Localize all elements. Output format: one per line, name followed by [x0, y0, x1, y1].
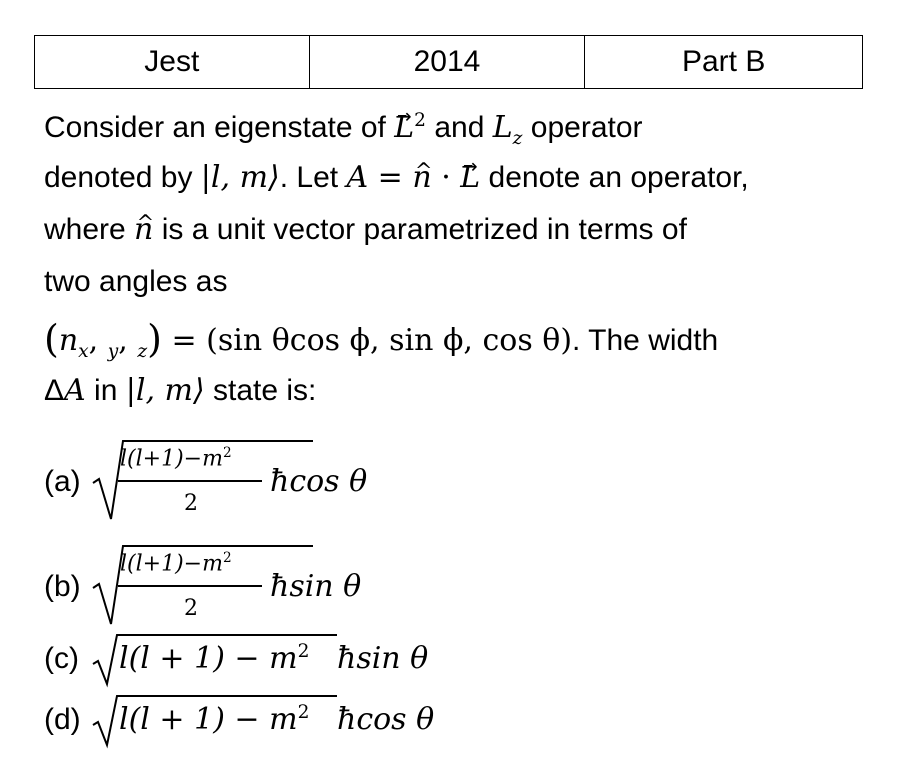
fraction-denominator: 2: [184, 596, 198, 621]
question-line-6: [44, 371, 316, 411]
math-superscript: 2: [222, 445, 232, 461]
math-n-hat: ^ n: [412, 158, 431, 198]
fraction-denominator: 2: [184, 491, 198, 516]
fraction-bar: [118, 480, 262, 482]
question-line-3: [44, 210, 687, 250]
fraction-numerator: [120, 445, 232, 471]
question-text: Consider an eigenstate of: [44, 111, 395, 144]
header-row: [35, 36, 863, 89]
option-label: (c): [44, 642, 79, 675]
header-exam-cell: Jest: [35, 36, 310, 89]
option-d[interactable]: [44, 693, 644, 749]
question-text: operator: [522, 111, 643, 144]
sqrt-content: [119, 641, 309, 676]
math-L-vector: → L: [460, 158, 480, 198]
option-label: (a): [44, 465, 81, 498]
math-subscript: x: [78, 341, 89, 362]
option-label: (d): [44, 703, 81, 736]
question-line-2: [44, 158, 749, 198]
question-text: . Let: [279, 161, 347, 194]
math-subscript: z: [137, 341, 148, 362]
fraction-bar: [118, 585, 262, 587]
numerator-text: l(l+1)−m: [120, 446, 223, 472]
math-A: A: [346, 160, 369, 195]
question-text: is a unit vector parametrized in terms of: [153, 213, 687, 246]
header-table: [34, 35, 863, 89]
option-tail: ħsin θ: [270, 569, 362, 604]
math-delta: Δ: [44, 374, 65, 407]
question-text: denoted by: [44, 161, 201, 194]
math-subscript: z: [512, 128, 523, 149]
math-superscript: 2: [222, 550, 232, 566]
fraction-numerator: [120, 550, 232, 576]
option-tail: ħcos θ: [270, 464, 368, 499]
comma: ,: [88, 323, 108, 358]
option-tail: ħsin θ: [337, 641, 429, 676]
option-c[interactable]: [44, 632, 644, 688]
question-text: and: [426, 111, 493, 144]
paren-open: (: [44, 317, 59, 361]
question-line-4: two angles as: [44, 265, 228, 298]
option-a[interactable]: [44, 435, 644, 525]
question-text: state is:: [204, 374, 317, 407]
question-text: where: [44, 213, 135, 246]
math-rhs: = (sin θcos ϕ, sin ϕ, cos θ): [161, 323, 573, 358]
math-ket: |l, m⟩: [125, 373, 205, 408]
math-equals: =: [368, 160, 413, 195]
option-label: (b): [44, 570, 81, 603]
header-year-cell: 2014: [309, 36, 585, 89]
math-superscript: 2: [297, 641, 310, 662]
math-n: n: [58, 323, 79, 358]
math-ket: |l, m⟩: [200, 160, 280, 195]
question-line-5: [44, 319, 718, 372]
sqrt-content: [119, 702, 309, 737]
numerator-text: l(l+1)−m: [120, 551, 223, 577]
sqrt-text: l(l + 1) − m: [119, 641, 298, 676]
question-text: in: [85, 374, 126, 407]
question-text: denote an operator,: [480, 161, 749, 194]
math-superscript: 2: [297, 702, 310, 723]
math-superscript: 2: [414, 110, 426, 131]
question-text: . The width: [572, 324, 719, 357]
comma: ,: [118, 323, 138, 358]
math-A: A: [64, 373, 86, 408]
sqrt-text: l(l + 1) − m: [119, 702, 298, 737]
math-Lz: L: [492, 110, 513, 145]
header-part-cell: Part B: [585, 36, 863, 89]
math-n-hat: ^ n: [134, 210, 153, 250]
math-subscript: y: [107, 341, 119, 362]
paren-close: ): [147, 317, 162, 361]
option-b[interactable]: [44, 540, 644, 630]
question-line-1: [44, 101, 643, 159]
math-L-vector: → L: [394, 108, 414, 148]
option-tail: ħcos θ: [337, 702, 435, 737]
math-dot: ·: [431, 160, 461, 195]
